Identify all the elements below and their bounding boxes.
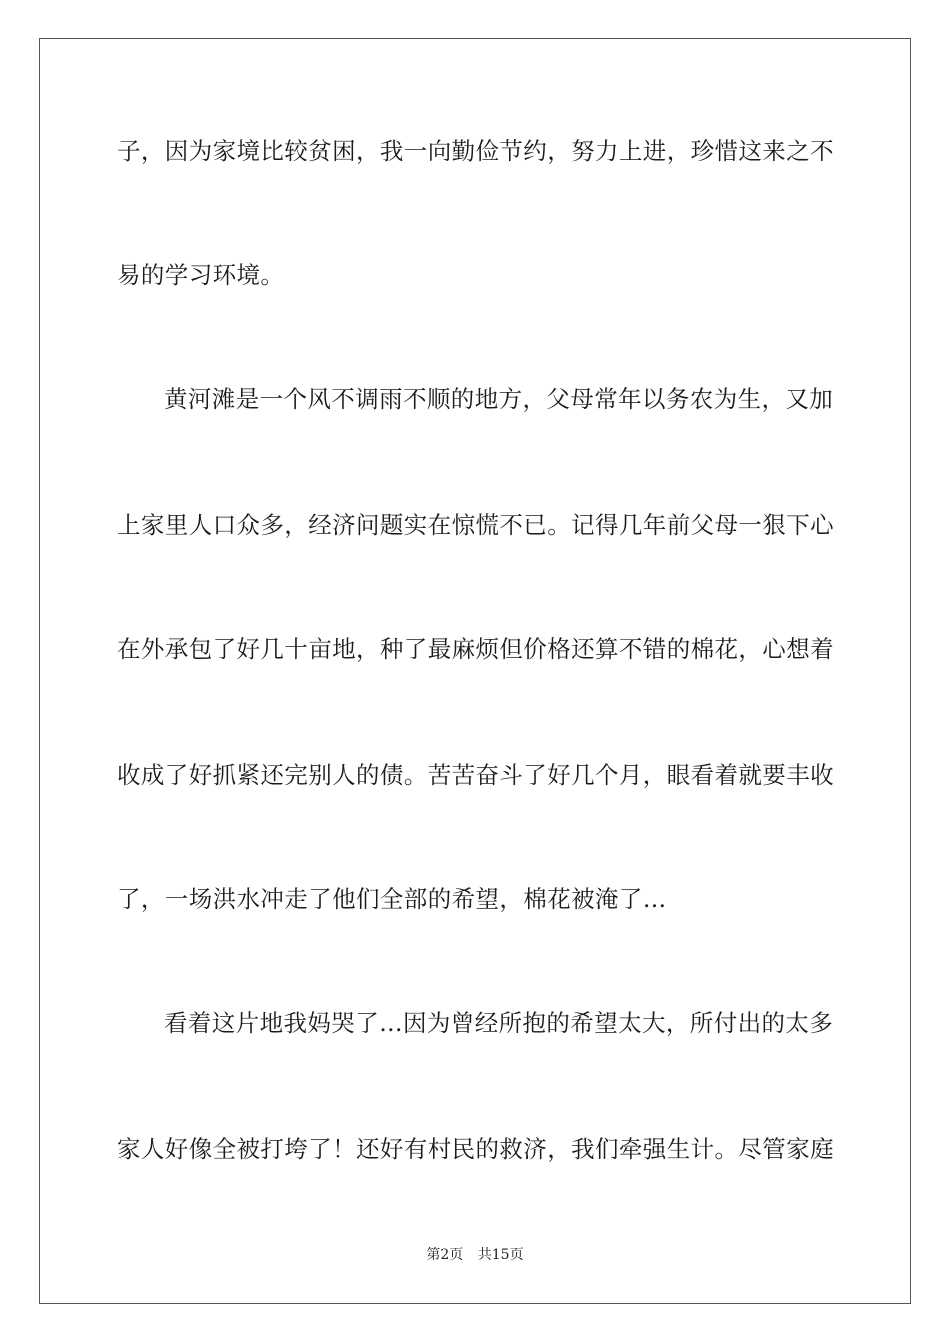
body-text-line-5: 在外承包了好几十亩地，种了最麻烦但价格还算不错的棉花，心想着 bbox=[117, 635, 834, 663]
body-text-line-8: 看着这片地我妈哭了…因为曾经所抱的希望太大，所付出的太多 bbox=[164, 1009, 834, 1037]
page-footer bbox=[0, 1246, 950, 1264]
body-text-line-7: 了，一场洪水冲走了他们全部的希望，棉花被淹了… bbox=[117, 885, 667, 913]
body-text-line-6: 收成了好抓紧还完别人的债。苦苦奋斗了好几个月，眼看着就要丰收 bbox=[117, 761, 834, 789]
page-border bbox=[39, 38, 911, 1304]
body-text-line-9: 家人好像全被打垮了！还好有村民的救济，我们牵强生计。尽管家庭 bbox=[117, 1135, 834, 1163]
body-text-line-2: 易的学习环境。 bbox=[117, 261, 285, 289]
body-text-line-3: 黄河滩是一个风不调雨不顺的地方，父母常年以务农为生，又加 bbox=[164, 385, 834, 413]
page-number: 第2页 bbox=[426, 1247, 464, 1263]
page-total: 共15页 bbox=[477, 1247, 524, 1263]
body-text-line-4: 上家里人口众多，经济问题实在惊慌不已。记得几年前父母一狠下心 bbox=[117, 511, 834, 539]
body-text-line-1: 子，因为家境比较贫困，我一向勤俭节约，努力上进，珍惜这来之不 bbox=[117, 137, 834, 165]
